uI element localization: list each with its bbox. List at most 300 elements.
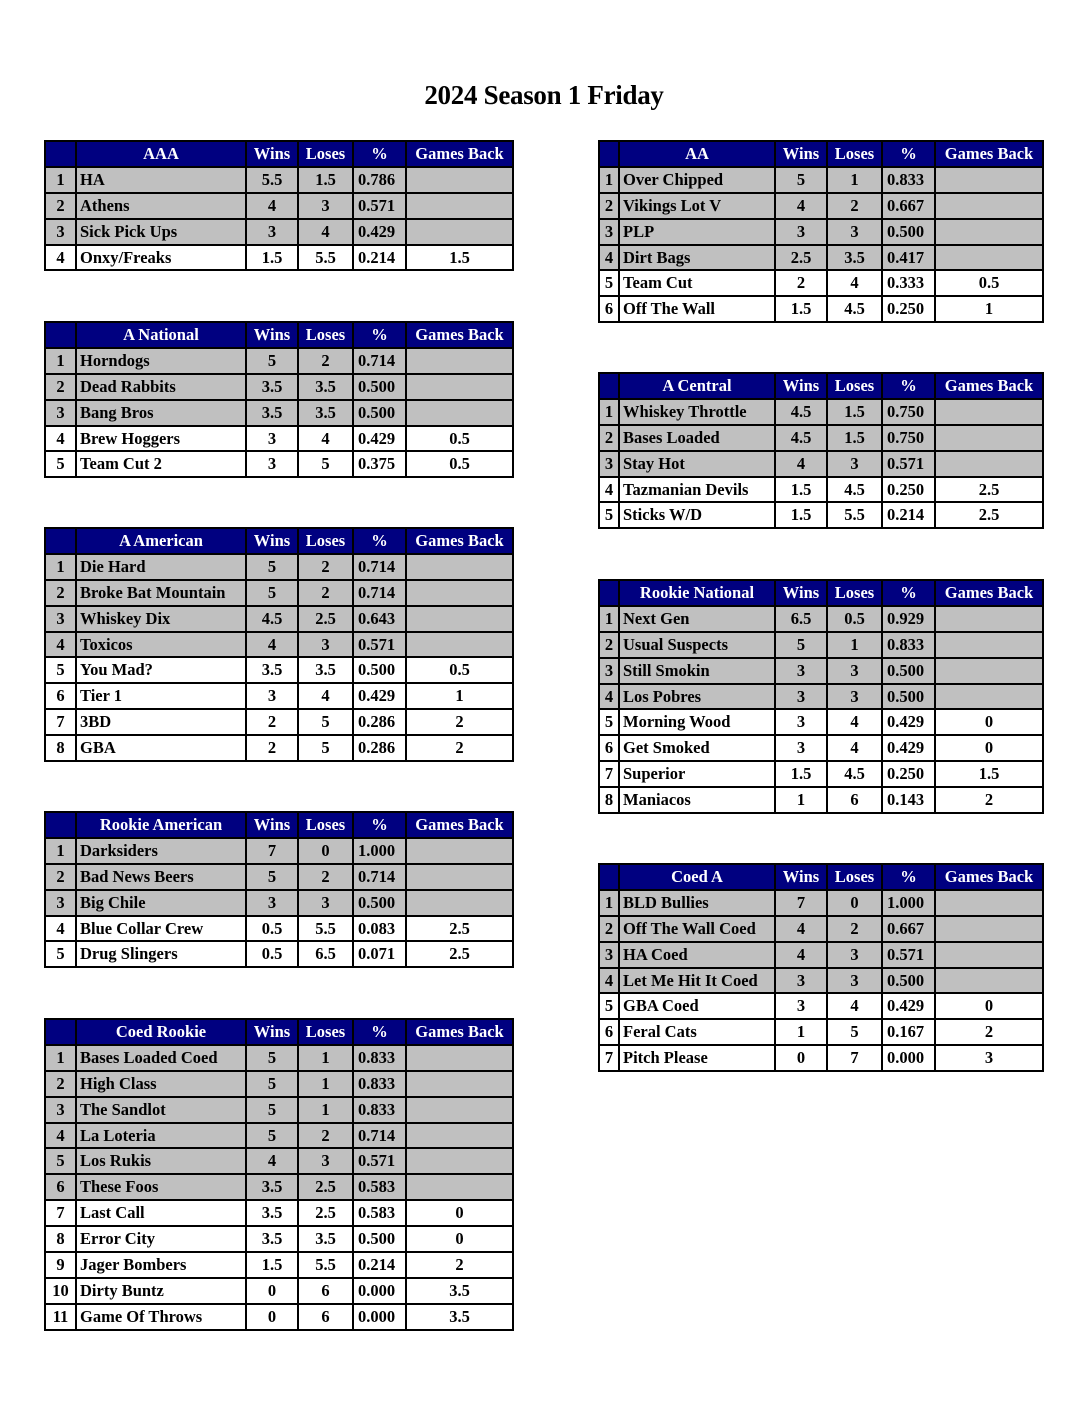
wins: 5: [775, 632, 827, 658]
team-name: Get Smoked: [619, 735, 775, 761]
win-pct: 0.500: [353, 400, 406, 426]
games-back: [935, 658, 1043, 684]
rank: 4: [45, 916, 76, 942]
team-name: Team Cut: [619, 270, 775, 296]
rank: 5: [45, 1148, 76, 1174]
rank: 8: [45, 1226, 76, 1252]
loses: 2.5: [298, 1174, 353, 1200]
wins: 1.5: [775, 502, 827, 528]
wins: 0: [246, 1278, 298, 1304]
wins: 3: [246, 890, 298, 916]
loses-header: Loses: [298, 812, 353, 838]
loses: 4: [827, 993, 882, 1019]
table-row: [45, 1123, 513, 1149]
win-pct: 0.667: [882, 916, 935, 942]
table-row: [45, 1304, 513, 1330]
win-pct: 0.429: [353, 426, 406, 452]
rank: 3: [45, 890, 76, 916]
wins: 3.5: [246, 657, 298, 683]
team-name: Horndogs: [76, 348, 246, 374]
wins-header: Wins: [246, 528, 298, 554]
pct-header: %: [882, 373, 935, 399]
wins: 5: [246, 348, 298, 374]
win-pct: 0.000: [882, 1045, 935, 1071]
games-back: 3.5: [406, 1304, 513, 1330]
games-back-header: Games Back: [935, 373, 1043, 399]
wins: 4.5: [775, 425, 827, 451]
wins: 5.5: [246, 167, 298, 193]
games-back: [935, 968, 1043, 994]
wins: 4.5: [775, 399, 827, 425]
wins-header: Wins: [246, 141, 298, 167]
table-row: [599, 451, 1043, 477]
team-name: PLP: [619, 219, 775, 245]
table-row: [599, 993, 1043, 1019]
win-pct: 0.429: [353, 219, 406, 245]
games-back: [406, 219, 513, 245]
standings-table-a-national: [44, 321, 514, 478]
table-row: [45, 941, 513, 967]
rank: 6: [599, 1019, 619, 1045]
standings-table-a-american: [44, 527, 514, 762]
games-back: [406, 890, 513, 916]
games-back: [406, 193, 513, 219]
games-back: [935, 399, 1043, 425]
wins-header: Wins: [246, 1019, 298, 1045]
table-row: [45, 1252, 513, 1278]
rank: 1: [599, 167, 619, 193]
rank: 11: [45, 1304, 76, 1330]
standings-table-coed-rookie: [44, 1018, 514, 1331]
win-pct: 0.214: [882, 502, 935, 528]
games-back-header: Games Back: [935, 864, 1043, 890]
rank: 1: [45, 167, 76, 193]
division-name: Rookie National: [619, 580, 775, 606]
rank: 1: [599, 606, 619, 632]
loses: 4: [298, 683, 353, 709]
loses: 4.5: [827, 761, 882, 787]
games-back: [406, 838, 513, 864]
team-name: Tazmanian Devils: [619, 477, 775, 503]
loses: 3: [827, 219, 882, 245]
rank: 4: [45, 426, 76, 452]
wins: 1: [775, 1019, 827, 1045]
wins: 1.5: [775, 296, 827, 322]
win-pct: 0.250: [882, 761, 935, 787]
table-row: [45, 348, 513, 374]
team-name: Los Pobres: [619, 684, 775, 710]
games-back: [935, 219, 1043, 245]
loses: 4: [827, 709, 882, 735]
table-row: [45, 709, 513, 735]
rank: 6: [45, 1174, 76, 1200]
division-name: A Central: [619, 373, 775, 399]
team-name: These Foos: [76, 1174, 246, 1200]
games-back: [406, 348, 513, 374]
rank: 7: [599, 761, 619, 787]
table-row: [599, 890, 1043, 916]
win-pct: 0.750: [882, 399, 935, 425]
table-row: [45, 554, 513, 580]
games-back: 0: [406, 1200, 513, 1226]
team-name: Let Me Hit It Coed: [619, 968, 775, 994]
win-pct: 0.833: [882, 167, 935, 193]
standings-table-rookie-national: [598, 579, 1044, 814]
table-row: [45, 426, 513, 452]
table-row: [599, 270, 1043, 296]
wins: 1.5: [775, 761, 827, 787]
team-name: BLD Bullies: [619, 890, 775, 916]
rank: 3: [45, 219, 76, 245]
table-row: [599, 167, 1043, 193]
loses: 3: [298, 632, 353, 658]
wins: 7: [246, 838, 298, 864]
team-name: Sick Pick Ups: [76, 219, 246, 245]
loses: 2: [298, 864, 353, 890]
rank: 3: [599, 658, 619, 684]
win-pct: 0.250: [882, 477, 935, 503]
loses: 6: [298, 1278, 353, 1304]
wins: 4: [775, 193, 827, 219]
rank: 8: [45, 735, 76, 761]
games-back: [406, 1045, 513, 1071]
loses: 3: [298, 193, 353, 219]
win-pct: 0.500: [353, 374, 406, 400]
loses-header: Loses: [827, 580, 882, 606]
team-name: Onxy/Freaks: [76, 245, 246, 271]
table-row: [45, 193, 513, 219]
loses: 5: [298, 451, 353, 477]
wins: 0.5: [246, 916, 298, 942]
table-row: [45, 1045, 513, 1071]
win-pct: 0.583: [353, 1174, 406, 1200]
games-back: 2: [935, 787, 1043, 813]
division-name: Rookie American: [76, 812, 246, 838]
team-name: HA Coed: [619, 942, 775, 968]
rank: 2: [45, 580, 76, 606]
rank: 4: [45, 245, 76, 271]
win-pct: 0.833: [353, 1045, 406, 1071]
wins: 1.5: [246, 1252, 298, 1278]
team-name: Maniacos: [619, 787, 775, 813]
team-name: Next Gen: [619, 606, 775, 632]
team-name: Tier 1: [76, 683, 246, 709]
wins: 3.5: [246, 1200, 298, 1226]
win-pct: 0.571: [353, 1148, 406, 1174]
rank: 1: [45, 554, 76, 580]
games-back: [406, 1148, 513, 1174]
rank: 1: [45, 348, 76, 374]
wins: 4: [246, 193, 298, 219]
loses: 3: [827, 684, 882, 710]
games-back: [935, 451, 1043, 477]
rank-header: [45, 141, 76, 167]
games-back: 2: [406, 709, 513, 735]
loses: 3.5: [827, 245, 882, 271]
wins: 5: [246, 1071, 298, 1097]
standings-table-a-central: [598, 372, 1044, 529]
rank-header: [599, 373, 619, 399]
games-back: 1: [406, 683, 513, 709]
loses: 2: [298, 1123, 353, 1149]
wins-header: Wins: [775, 580, 827, 606]
team-name: Blue Collar Crew: [76, 916, 246, 942]
wins: 4: [246, 632, 298, 658]
wins: 3: [775, 219, 827, 245]
win-pct: 0.333: [882, 270, 935, 296]
loses: 1: [827, 632, 882, 658]
loses-header: Loses: [827, 864, 882, 890]
team-name: Error City: [76, 1226, 246, 1252]
win-pct: 0.500: [353, 657, 406, 683]
win-pct: 0.643: [353, 606, 406, 632]
games-back: [406, 1174, 513, 1200]
win-pct: 0.571: [353, 632, 406, 658]
loses: 1: [298, 1045, 353, 1071]
games-back: 0: [935, 993, 1043, 1019]
team-name: Usual Suspects: [619, 632, 775, 658]
wins: 5: [775, 167, 827, 193]
win-pct: 0.143: [882, 787, 935, 813]
wins: 3: [775, 735, 827, 761]
rank: 2: [599, 425, 619, 451]
games-back: 3: [935, 1045, 1043, 1071]
wins: 4: [775, 916, 827, 942]
loses: 5.5: [827, 502, 882, 528]
rank: 1: [599, 890, 619, 916]
loses-header: Loses: [298, 322, 353, 348]
wins: 5: [246, 1045, 298, 1071]
table-row: [599, 477, 1043, 503]
win-pct: 0.583: [353, 1200, 406, 1226]
rank-header: [45, 812, 76, 838]
rank-header: [599, 864, 619, 890]
team-name: Dirty Buntz: [76, 1278, 246, 1304]
rank: 9: [45, 1252, 76, 1278]
header-row: [599, 141, 1043, 167]
loses: 1: [827, 167, 882, 193]
rank: 6: [599, 735, 619, 761]
wins-header: Wins: [775, 864, 827, 890]
win-pct: 0.714: [353, 580, 406, 606]
table-row: [599, 942, 1043, 968]
rank-header: [599, 580, 619, 606]
games-back: 1.5: [406, 245, 513, 271]
win-pct: 0.214: [353, 245, 406, 271]
games-back: [935, 632, 1043, 658]
loses: 5: [298, 735, 353, 761]
team-name: Vikings Lot V: [619, 193, 775, 219]
team-name: GBA Coed: [619, 993, 775, 1019]
team-name: Die Hard: [76, 554, 246, 580]
rank: 5: [599, 993, 619, 1019]
loses: 4.5: [827, 296, 882, 322]
games-back: [406, 554, 513, 580]
loses-header: Loses: [827, 373, 882, 399]
table-row: [599, 399, 1043, 425]
wins: 5: [246, 554, 298, 580]
win-pct: 1.000: [882, 890, 935, 916]
wins: 5: [246, 580, 298, 606]
games-back-header: Games Back: [406, 141, 513, 167]
table-row: [45, 1097, 513, 1123]
win-pct: 0.417: [882, 245, 935, 271]
rank: 4: [599, 477, 619, 503]
games-back: 0.5: [406, 451, 513, 477]
loses: 1: [298, 1071, 353, 1097]
games-back: [406, 1097, 513, 1123]
table-row: [599, 1019, 1043, 1045]
wins: 3: [246, 219, 298, 245]
team-name: Dead Rabbits: [76, 374, 246, 400]
loses-header: Loses: [298, 528, 353, 554]
wins: 4: [775, 942, 827, 968]
rank: 4: [45, 632, 76, 658]
wins: 2: [775, 270, 827, 296]
wins: 3.5: [246, 1226, 298, 1252]
rank: 1: [599, 399, 619, 425]
win-pct: 0.833: [353, 1097, 406, 1123]
table-row: [599, 219, 1043, 245]
team-name: Bang Bros: [76, 400, 246, 426]
wins: 2: [246, 709, 298, 735]
loses: 3: [827, 451, 882, 477]
team-name: Athens: [76, 193, 246, 219]
loses-header: Loses: [827, 141, 882, 167]
rank: 3: [599, 942, 619, 968]
table-row: [45, 838, 513, 864]
rank: 3: [599, 219, 619, 245]
loses: 3.5: [298, 657, 353, 683]
team-name: Last Call: [76, 1200, 246, 1226]
wins-header: Wins: [775, 141, 827, 167]
win-pct: 0.286: [353, 735, 406, 761]
team-name: HA: [76, 167, 246, 193]
rank: 2: [599, 193, 619, 219]
wins: 4: [775, 451, 827, 477]
table-row: [45, 890, 513, 916]
table-row: [599, 735, 1043, 761]
win-pct: 0.714: [353, 1123, 406, 1149]
team-name: 3BD: [76, 709, 246, 735]
team-name: Stay Hot: [619, 451, 775, 477]
rank: 6: [45, 683, 76, 709]
table-row: [599, 632, 1043, 658]
rank: 1: [45, 838, 76, 864]
wins: 3.5: [246, 400, 298, 426]
loses: 1.5: [827, 425, 882, 451]
table-row: [599, 245, 1043, 271]
table-row: [45, 1071, 513, 1097]
win-pct: 0.429: [882, 709, 935, 735]
loses: 3.5: [298, 1226, 353, 1252]
games-back: [406, 374, 513, 400]
loses-header: Loses: [298, 1019, 353, 1045]
team-name: Feral Cats: [619, 1019, 775, 1045]
table-row: [45, 167, 513, 193]
wins: 3: [775, 709, 827, 735]
table-row: [599, 296, 1043, 322]
team-name: Morning Wood: [619, 709, 775, 735]
table-row: [45, 606, 513, 632]
win-pct: 0.429: [882, 735, 935, 761]
table-row: [45, 1278, 513, 1304]
loses: 0: [298, 838, 353, 864]
team-name: Over Chipped: [619, 167, 775, 193]
win-pct: 0.000: [353, 1304, 406, 1330]
table-row: [45, 916, 513, 942]
loses: 3: [298, 890, 353, 916]
wins: 3: [246, 451, 298, 477]
team-name: GBA: [76, 735, 246, 761]
games-back: [935, 167, 1043, 193]
team-name: Brew Hoggers: [76, 426, 246, 452]
header-row: [45, 528, 513, 554]
table-row: [45, 219, 513, 245]
table-row: [45, 374, 513, 400]
division-name: AA: [619, 141, 775, 167]
loses: 2: [298, 580, 353, 606]
team-name: High Class: [76, 1071, 246, 1097]
win-pct: 0.429: [882, 993, 935, 1019]
win-pct: 0.667: [882, 193, 935, 219]
rank: 5: [45, 941, 76, 967]
standings-table-rookie-american: [44, 811, 514, 968]
win-pct: 0.571: [353, 193, 406, 219]
loses: 3: [827, 658, 882, 684]
header-row: [599, 373, 1043, 399]
games-back: [935, 245, 1043, 271]
games-back: [406, 632, 513, 658]
pct-header: %: [353, 812, 406, 838]
wins: 0: [775, 1045, 827, 1071]
rank: 2: [45, 374, 76, 400]
loses: 1.5: [298, 167, 353, 193]
rank: 7: [599, 1045, 619, 1071]
loses: 5.5: [298, 1252, 353, 1278]
win-pct: 0.000: [353, 1278, 406, 1304]
team-name: Superior: [619, 761, 775, 787]
win-pct: 0.750: [882, 425, 935, 451]
loses: 0.5: [827, 606, 882, 632]
win-pct: 0.714: [353, 554, 406, 580]
win-pct: 1.000: [353, 838, 406, 864]
loses: 3: [298, 1148, 353, 1174]
rank: 4: [599, 684, 619, 710]
rank: 8: [599, 787, 619, 813]
table-row: [599, 1045, 1043, 1071]
rank: 4: [45, 1123, 76, 1149]
loses: 3: [827, 968, 882, 994]
games-back: [935, 425, 1043, 451]
loses: 6: [298, 1304, 353, 1330]
wins: 4.5: [246, 606, 298, 632]
team-name: Off The Wall: [619, 296, 775, 322]
games-back: 0: [406, 1226, 513, 1252]
loses: 5: [298, 709, 353, 735]
rank: 4: [599, 245, 619, 271]
wins-header: Wins: [246, 812, 298, 838]
table-row: [45, 864, 513, 890]
header-row: [599, 864, 1043, 890]
win-pct: 0.786: [353, 167, 406, 193]
pct-header: %: [353, 141, 406, 167]
team-name: Team Cut 2: [76, 451, 246, 477]
win-pct: 0.167: [882, 1019, 935, 1045]
wins: 4: [246, 1148, 298, 1174]
pct-header: %: [353, 528, 406, 554]
games-back: [406, 1071, 513, 1097]
